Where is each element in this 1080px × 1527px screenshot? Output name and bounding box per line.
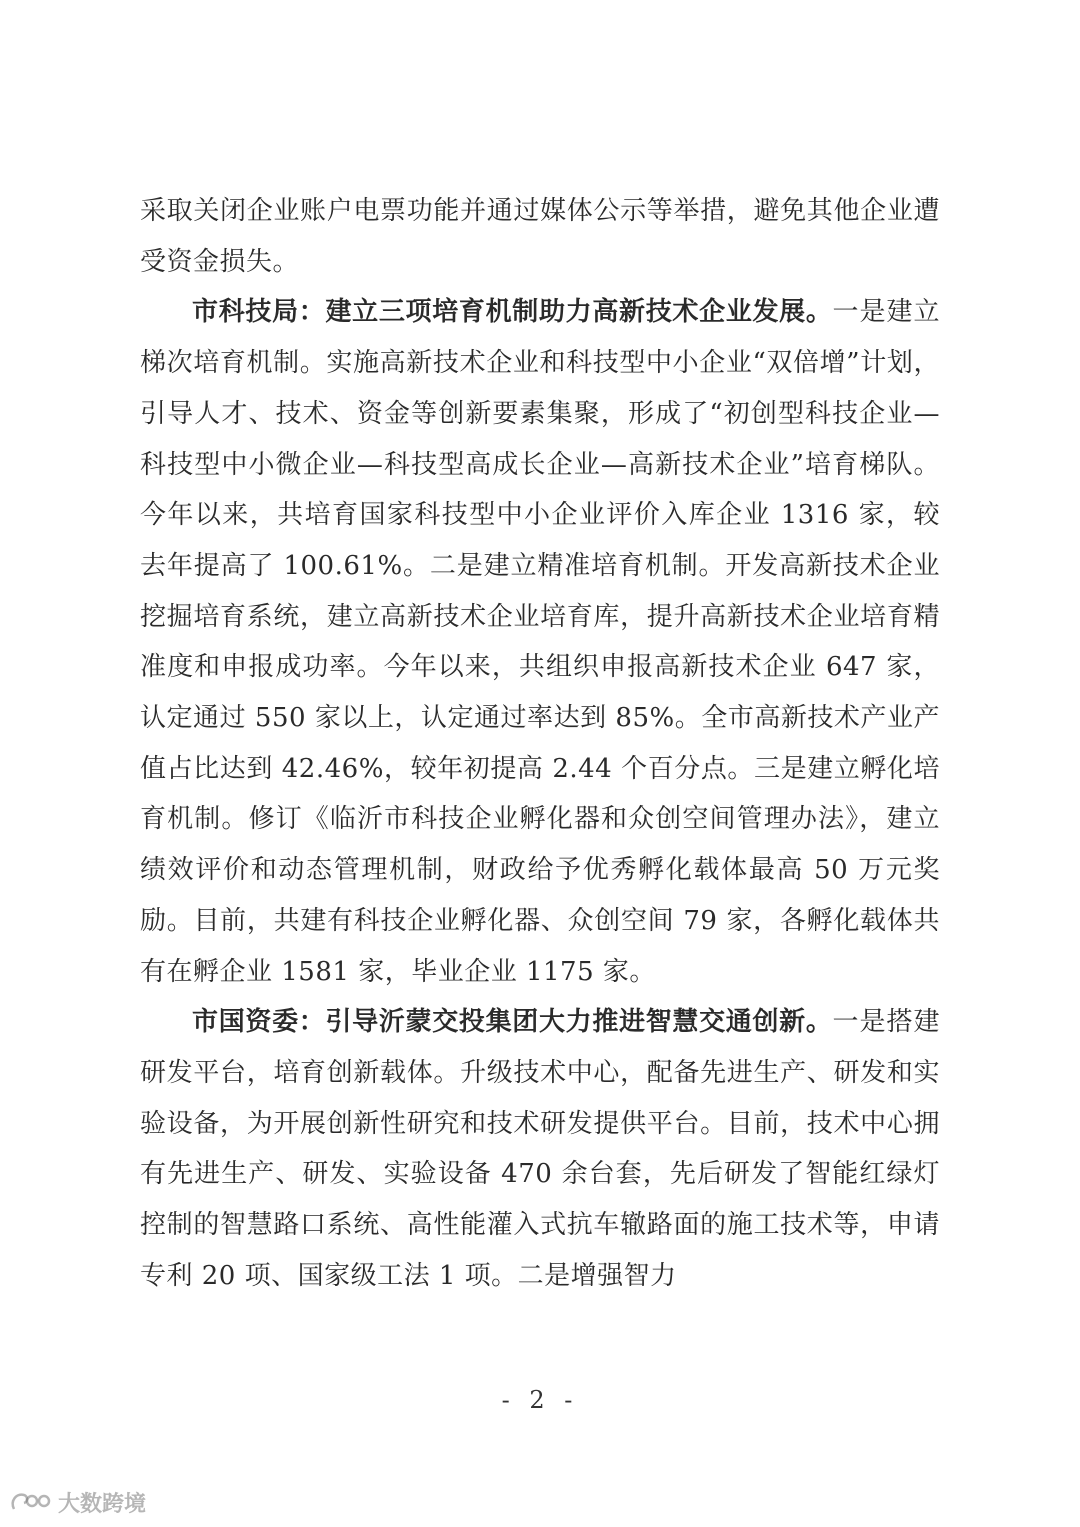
page-number: - 2 - [501,1386,579,1414]
watermark [8,1485,146,1519]
document-body [140,186,940,1301]
brand-logo-icon [8,1487,52,1517]
paragraph-text: 采取关闭企业账户电票功能并通过媒体公示等举措，避免其他企业遭受资金损失。 [140,196,940,277]
paragraph-continuation [140,186,940,287]
paragraph-sasac [140,997,940,1301]
paragraph-heading: 市科技局：建立三项培育机制助力高新技术企业发展。 [192,297,833,328]
paragraph-heading: 市国资委：引导沂蒙交投集团大力推进智慧交通创新。 [192,1007,833,1038]
paragraph-text: 一是建立梯次培育机制。实施高新技术企业和科技型中小企业“双倍增”计划，引导人才、技术、资金等创新要素集聚，形成了“初创型科技企业—科技型中小微企业—科技型高成长企业—高新技术企业”培育梯队。今年以来，共培育国家科技型中小企业评价入库企业 1316 家，较去年提高了 100.61%。二是建立精准培育机制。开发高新技术企业挖掘培育系统，建立高新技术企业培育库，提升高新技术企业培育精准度和申报成功率。今年以来，共组织申报高新技术企业 647 家，认定通过 550 家以上，认定通过率达到 85%。全市高新技术产业产值占比达到 42.46%，较年初提高 2.44 个百分点。三是建立孵化培育机制。修订《临沂市科技企业孵化器和众创空间管理办法》，建立绩效评价和动态管理机制，财政给予优秀孵化载体最高 50 万元奖励。目前，共建有科技企业孵化器、众创空间 79 家，各孵化载体共有在孵企业 1581 家，毕业企业 1175 家。 [140,297,940,987]
paragraph-text: 一是搭建研发平台，培育创新载体。升级技术中心，配备先进生产、研发和实验设备，为开展创新性研究和技术研发提供平台。目前，技术中心拥有先进生产、研发、实验设备 470 余台套，先后研发了智能红绿灯控制的智慧路口系统、高性能灌入式抗车辙路面的施工技术等，申请专利 20 项、国家级工法 1 项。二是增强智力 [140,1007,940,1291]
paragraph-science-bureau [140,287,940,997]
watermark-text: 大数跨境 [58,1491,147,1517]
